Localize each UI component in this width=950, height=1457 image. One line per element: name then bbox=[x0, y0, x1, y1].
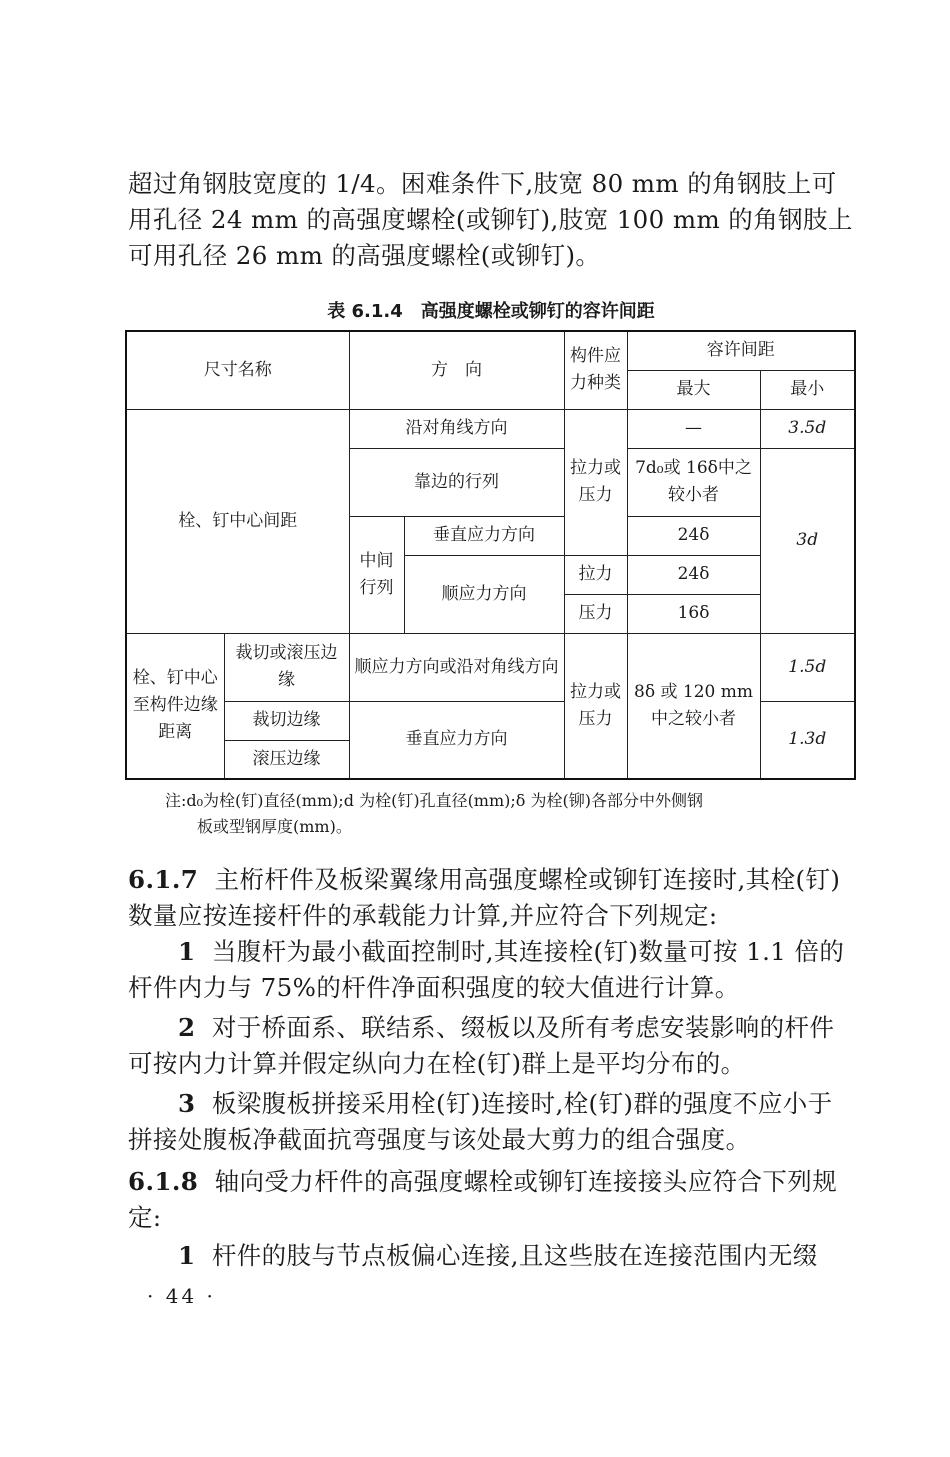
clause-6-1-8-text: 轴向受力杆件的高强度螺栓或铆钉连接接头应符合下列规定: bbox=[128, 1167, 838, 1232]
header-allowed-spacing: 容许间距 bbox=[627, 331, 855, 370]
table-caption: 表 6.1.4 高强度螺栓或铆钉的容许间距 bbox=[327, 301, 655, 322]
clause-6-1-8 bbox=[128, 1164, 854, 1236]
edge-distance-min-2: 1.3d bbox=[760, 701, 855, 779]
clause-6-1-8-number: 6.1.8 bbox=[128, 1167, 199, 1196]
intro-line-3: 可用孔径 26 mm 的高强度螺栓(或铆钉)。 bbox=[128, 241, 601, 270]
middle-row: 中间行列 bbox=[349, 516, 404, 633]
middle-perp-max: 24δ bbox=[627, 516, 760, 555]
clause-6-1-7-text: 主桁杆件及板梁翼缘用高强度螺栓或铆钉连接时,其栓(钉)数量应按连接杆件的承载能力计算,并应符合下列规定: bbox=[128, 865, 841, 930]
item-2-number: 2 bbox=[178, 1013, 196, 1042]
spacing-table bbox=[125, 330, 856, 780]
intro-paragraph bbox=[128, 166, 854, 274]
cut-edge: 裁切边缘 bbox=[224, 701, 349, 740]
edge-distance-stress: 拉力或压力 bbox=[564, 633, 627, 779]
table-note bbox=[165, 788, 865, 840]
header-size-name: 尺寸名称 bbox=[126, 331, 349, 409]
table-note-line-1: 注:d₀为栓(钉)直径(mm);d 为栓(钉)孔直径(mm);δ 为栓(铆)各部分中外侧钢 bbox=[165, 791, 703, 810]
item-3-number: 3 bbox=[178, 1089, 196, 1118]
clause-6-1-7 bbox=[128, 862, 854, 934]
middle-min: 3d bbox=[760, 448, 855, 633]
edge-row: 靠边的行列 bbox=[349, 448, 564, 516]
diagonal-direction: 沿对角线方向 bbox=[349, 409, 564, 448]
edge-row-stress: 拉力或压力 bbox=[564, 409, 627, 555]
center-spacing-label: 栓、钉中心间距 bbox=[126, 409, 349, 633]
middle-along-direction: 顺应力方向 bbox=[404, 555, 564, 633]
rolled-edge: 滚压边缘 bbox=[224, 740, 349, 779]
middle-compression-max: 16δ bbox=[627, 594, 760, 633]
middle-compression: 压力 bbox=[564, 594, 627, 633]
clause-6-1-7-number: 6.1.7 bbox=[128, 865, 199, 894]
edge-distance-label: 栓、钉中心至构件边缘距离 bbox=[126, 633, 224, 779]
intro-line-2: 用孔径 24 mm 的高强度螺栓(或铆钉),肢宽 100 mm 的角钢肢上 bbox=[128, 205, 853, 234]
edge-row-max: 7d₀或 16δ中之较小者 bbox=[627, 448, 760, 516]
item-1-number: 1 bbox=[178, 937, 196, 966]
middle-tension: 拉力 bbox=[564, 555, 627, 594]
edge-distance-min-1: 1.5d bbox=[760, 633, 855, 701]
edge-distance-max: 8δ 或 120 mm中之较小者 bbox=[627, 633, 760, 779]
cut-or-rolled-edge: 裁切或滚压边缘 bbox=[224, 633, 349, 701]
clause-6-1-8-item-1 bbox=[128, 1238, 854, 1274]
header-max: 最大 bbox=[627, 370, 760, 409]
diagonal-min: 3.5d bbox=[760, 409, 855, 448]
edge-perp-direction: 垂直应力方向 bbox=[349, 701, 564, 779]
header-direction: 方 向 bbox=[349, 331, 564, 409]
middle-tension-max: 24δ bbox=[627, 555, 760, 594]
diagonal-max: — bbox=[627, 409, 760, 448]
item-3-text: 板梁腹板拼接采用栓(钉)连接时,栓(钉)群的强度不应小于拼接处腹板净截面抗弯强度与该处最大剪力的组合强度。 bbox=[128, 1089, 833, 1154]
item-6-1-8-1-text: 杆件的肢与节点板偏心连接,且这些肢在连接范围内无缀 bbox=[211, 1241, 818, 1270]
middle-perp-direction: 垂直应力方向 bbox=[404, 516, 564, 555]
page-number: · 44 · bbox=[147, 1284, 216, 1308]
along-or-diagonal: 顺应力方向或沿对角线方向 bbox=[349, 633, 564, 701]
item-1-text: 当腹杆为最小截面控制时,其连接栓(钉)数量可按 1.1 倍的杆件内力与 75%的杆件净面积强度的较大值进行计算。 bbox=[128, 937, 845, 1002]
clause-6-1-7-item-2 bbox=[128, 1010, 854, 1082]
header-min: 最小 bbox=[760, 370, 855, 409]
table-note-line-2: 板或型钢厚度(mm)。 bbox=[197, 817, 352, 836]
intro-line-1: 超过角钢肢宽度的 1/4。困难条件下,肢宽 80 mm 的角钢肢上可 bbox=[128, 169, 837, 198]
header-stress-type: 构件应力种类 bbox=[564, 331, 627, 409]
item-2-text: 对于桥面系、联结系、缀板以及所有考虑安装影响的杆件可按内力计算并假定纵向力在栓(钉)群上是平均分布的。 bbox=[128, 1013, 835, 1078]
clause-6-1-7-item-3 bbox=[128, 1086, 854, 1158]
clause-6-1-7-item-1 bbox=[128, 934, 854, 1006]
item-6-1-8-1-number: 1 bbox=[178, 1241, 196, 1270]
